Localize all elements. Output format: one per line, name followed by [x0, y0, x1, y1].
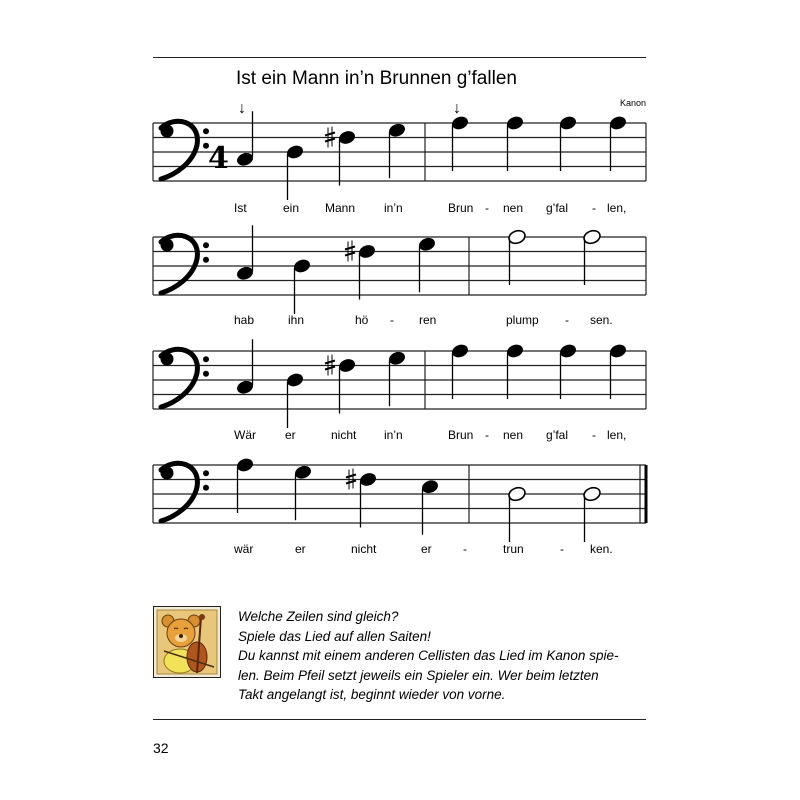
lyric-syllable: - — [485, 428, 489, 442]
lyric-syllable: g’fal — [546, 201, 569, 215]
note-head — [450, 343, 470, 360]
note-head — [358, 471, 378, 488]
bass-clef-dot — [161, 239, 174, 252]
note-head — [235, 151, 255, 168]
instructions — [238, 607, 658, 705]
note-head — [608, 115, 628, 132]
note-head — [582, 229, 602, 246]
bass-clef-dot — [203, 371, 209, 377]
lyric-syllable: nen — [503, 201, 524, 215]
lyric-syllable: hab — [234, 313, 255, 327]
lyric-syllable: - — [592, 428, 596, 442]
lyric-syllable: in’n — [384, 428, 403, 442]
lyric-syllable: - — [560, 542, 564, 556]
lyric-syllable: - — [463, 542, 467, 556]
note-head — [293, 464, 313, 481]
note-head — [337, 129, 357, 146]
bottom-rule — [153, 719, 646, 720]
bass-clef-dot — [203, 257, 209, 263]
bass-clef-dot — [203, 470, 209, 476]
bass-clef-dot — [161, 467, 174, 480]
bass-clef-dot — [203, 242, 209, 248]
time-signature: 4 — [208, 141, 229, 176]
entry-arrow-1: ↓ — [238, 100, 246, 117]
lyric-syllable: - — [390, 313, 394, 327]
lyric-syllable: hö — [355, 313, 369, 327]
song-title: Ist ein Mann in’n Brunnen g’fallen — [236, 68, 517, 89]
note-head — [507, 486, 527, 503]
lyric-syllable: - — [592, 201, 596, 215]
instruction-line: Welche Zeilen sind gleich? — [238, 609, 399, 624]
lyric-syllable: Mann — [325, 201, 356, 215]
lyric-syllable: in’n — [384, 201, 403, 215]
lyric-syllable: er — [295, 542, 306, 556]
lyric-syllable: Brun — [448, 201, 474, 215]
bass-clef-dot — [203, 356, 209, 362]
lyric-syllable: len, — [607, 428, 627, 442]
note-head — [608, 343, 628, 360]
bass-clef-dot — [203, 128, 209, 134]
lyric-syllable: wär — [234, 542, 254, 556]
bear-cello-illustration — [153, 606, 221, 678]
note-head — [417, 236, 437, 253]
lyric-syllable: er — [421, 542, 432, 556]
lyric-syllable: Wär — [234, 428, 256, 442]
note-head — [420, 478, 440, 495]
note-head — [285, 372, 305, 389]
lyric-syllable: ken. — [590, 542, 613, 556]
instruction-line: Du kannst mit einem anderen Cellisten das Lied im Kanon spie- — [238, 648, 619, 663]
bass-clef-dot — [203, 485, 209, 491]
note-head — [357, 243, 377, 260]
note-head — [507, 229, 527, 246]
note-head — [450, 115, 470, 132]
page-number: 32 — [153, 740, 169, 756]
instruction-line: Spiele das Lied auf allen Saiten! — [238, 628, 431, 644]
lyric-syllable: sen. — [590, 313, 613, 327]
lyric-syllable: Ist — [234, 201, 247, 215]
note-head — [292, 258, 312, 275]
note-head — [387, 350, 407, 367]
lyric-syllable: plump — [506, 313, 539, 327]
note-head — [387, 122, 407, 139]
lyric-syllable: - — [565, 313, 569, 327]
lyric-syllable: len, — [607, 201, 627, 215]
lyric-syllable: ein — [283, 201, 300, 215]
lyric-syllable: - — [485, 201, 489, 215]
lyric-syllable: ren — [419, 313, 437, 327]
lyric-syllable: trun — [503, 542, 524, 556]
note-head — [505, 343, 525, 360]
lyric-syllable: nicht — [331, 428, 357, 442]
lyric-syllable: nicht — [351, 542, 377, 556]
lyric-syllable: g’fal — [546, 428, 569, 442]
lyric-syllable: nen — [503, 428, 524, 442]
lyric-syllable: ihn — [288, 313, 305, 327]
note-head — [337, 357, 357, 374]
note-head — [285, 144, 305, 161]
note-head — [235, 379, 255, 396]
entry-arrow-2: ↓ — [453, 100, 461, 117]
lyric-syllable: Brun — [448, 428, 474, 442]
lyric-syllable: er — [285, 428, 296, 442]
note-head — [235, 457, 255, 474]
note-head — [582, 486, 602, 503]
bass-clef-dot — [161, 353, 174, 366]
instruction-line: len. Beim Pfeil setzt jeweils ein Spieler ein. Wer beim letzten — [238, 667, 599, 683]
instruction-line: Takt angelangt ist, beginnt wieder von vorne. — [238, 687, 506, 702]
note-head — [235, 265, 255, 282]
note-head — [558, 115, 578, 132]
note-head — [505, 115, 525, 132]
note-head — [558, 343, 578, 360]
bass-clef-dot — [161, 125, 174, 138]
kanon-label: Kanon — [620, 98, 647, 108]
